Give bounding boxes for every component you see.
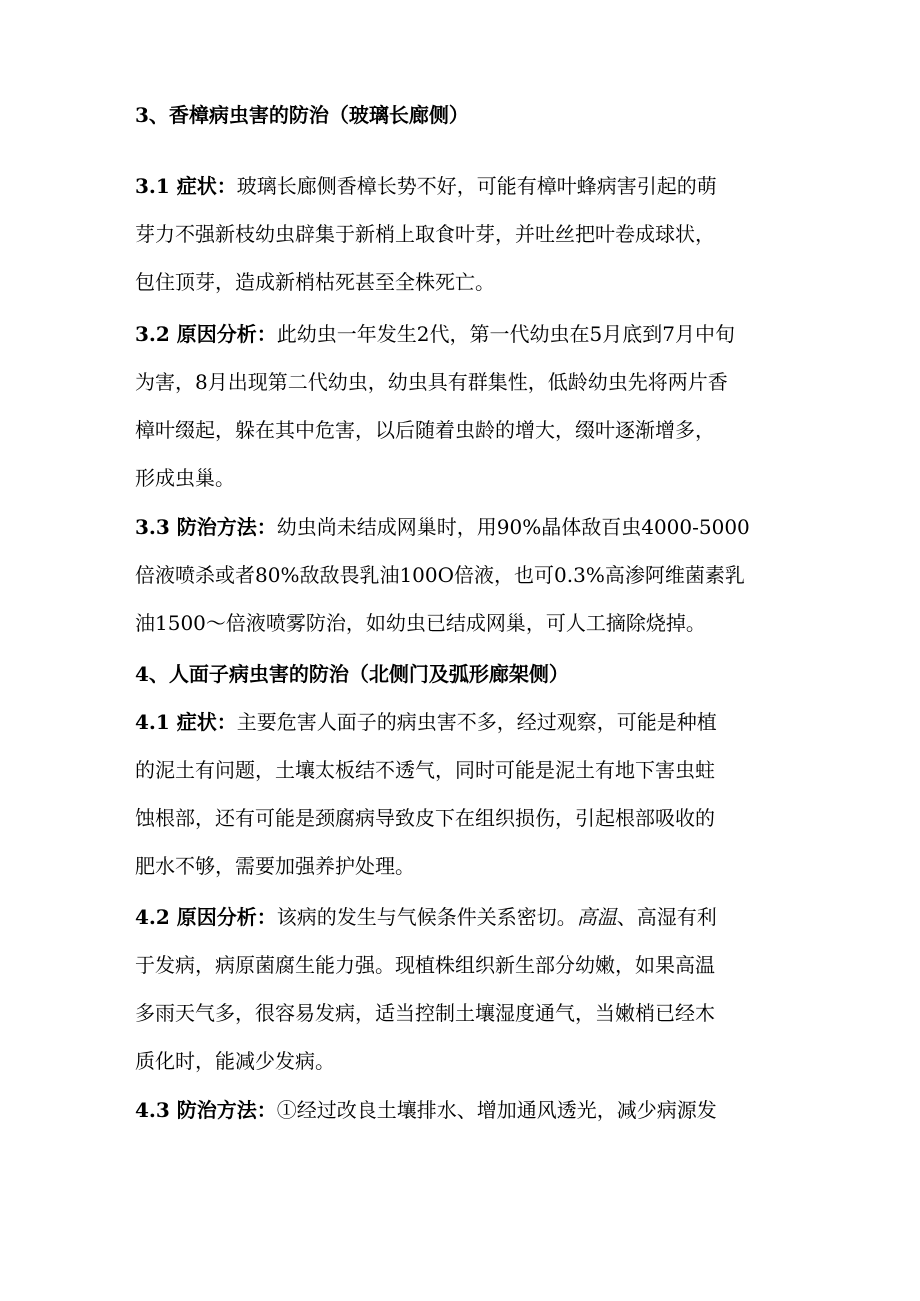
paragraph-label: 4.2 原因分析： [135, 905, 277, 929]
paragraph-text: 幼虫尚未结成网巢时，用90%晶体敌百虫4000-5000 [276, 515, 750, 539]
paragraph-label: 3.2 原因分析： [135, 322, 277, 346]
paragraph-line [135, 698, 775, 746]
paragraph-line: 形成虫巢。 [135, 466, 235, 490]
paragraph-3-2 [135, 310, 775, 502]
paragraph-line [135, 310, 775, 358]
paragraph-label: 4.1 症状： [135, 710, 237, 734]
paragraph-4-2 [135, 893, 775, 1085]
paragraph-line: 包住顶芽，造成新梢枯死甚至全株死亡。 [135, 270, 495, 294]
paragraph-line [135, 1086, 775, 1134]
paragraph-line [135, 893, 775, 941]
paragraph-3-3 [135, 503, 775, 647]
paragraph-line: 于发病，病原菌腐生能力强。现植株组织新生部分幼嫩，如果高温 [135, 953, 715, 977]
paragraph-line [135, 503, 775, 551]
paragraph-4-3 [135, 1086, 775, 1134]
paragraph-label: 4.3 防治方法： [135, 1098, 277, 1122]
paragraph-text: 、高湿有利 [616, 905, 717, 929]
paragraph-3-1 [135, 162, 775, 306]
paragraph-text: 玻璃长廊侧香樟长势不好，可能有樟叶蜂病害引起的萌 [236, 174, 717, 198]
section-4-heading: 4、人面子病虫害的防治（北侧门及弧形廊架侧） [135, 662, 569, 686]
paragraph-text: ①经过改良土壤排水、增加通风透光，减少病源发 [276, 1098, 717, 1122]
paragraph-line: 樟叶缀起，躲在其中危害，以后随着虫龄的增大，缀叶逐渐增多， [135, 418, 715, 442]
paragraph-line: 蚀根部，还有可能是颈腐病导致皮下在组织损伤，引起根部吸收的 [135, 806, 715, 830]
paragraph-line: 质化时，能减少发病。 [135, 1049, 335, 1073]
paragraph-line: 多雨天气多，很容易发病，适当控制土壤湿度通气，当嫩梢已经木 [135, 1001, 715, 1025]
paragraph-line: 为害，8月出现第二代幼虫，幼虫具有群集性，低龄幼虫先将两片香 [135, 370, 728, 394]
paragraph-line: 的泥土有问题，土壤太板结不透气，同时可能是泥土有地下害虫蛀 [135, 758, 715, 782]
paragraph-text: 该病的发生与气候条件关系密切。 [276, 905, 577, 929]
paragraph-line: 油1500～倍液喷雾防治，如幼虫已结成网巢，可人工摘除烧掉。 [135, 611, 706, 635]
paragraph-4-1 [135, 698, 775, 890]
paragraph-text: 此幼虫一年发生2代，第一代幼虫在5月底到7月中旬 [276, 322, 735, 346]
paragraph-label: 3.1 症状： [135, 174, 237, 198]
paragraph-line: 倍液喷杀或者80%敌敌畏乳油100O倍液，也可0.3%高渗阿维菌素乳 [135, 563, 745, 587]
paragraph-line [135, 162, 775, 210]
paragraph-text: 主要危害人面子的病虫害不多，经过观察，可能是种植 [236, 710, 717, 734]
section-3-heading: 3、香樟病虫害的防治（玻璃长廊侧） [135, 103, 469, 127]
paragraph-line: 芽力不强新枝幼虫辟集于新梢上取食叶芽，并吐丝把叶卷成球状， [135, 222, 715, 246]
paragraph-emphasis: 高温 [576, 905, 617, 929]
paragraph-line: 肥水不够，需要加强养护处理。 [135, 854, 415, 878]
paragraph-label: 3.3 防治方法： [135, 515, 277, 539]
